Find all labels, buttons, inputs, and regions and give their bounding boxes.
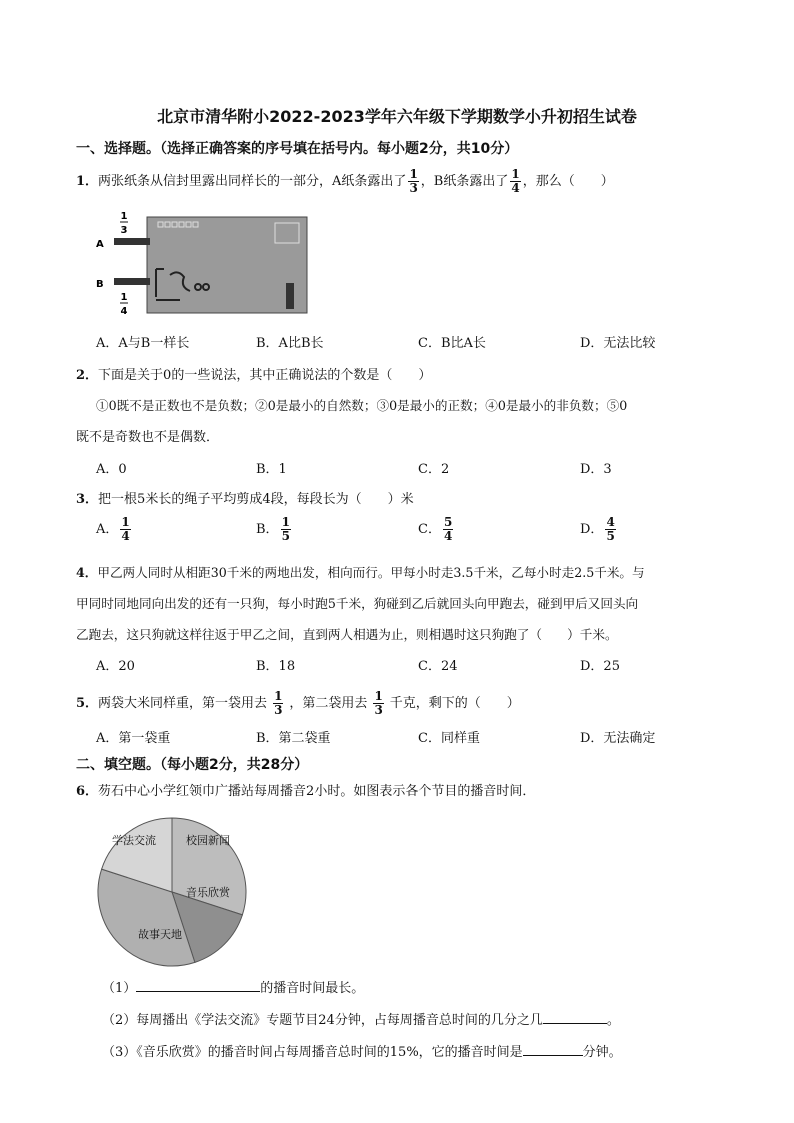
fraction-bottom-numerator: 1 [120, 292, 128, 303]
option-label: B． [256, 522, 279, 537]
q1-option-d: D．无法比较 [580, 336, 656, 351]
q2-option-b: B．1 [256, 462, 287, 477]
fraction-top-denominator: 3 [120, 225, 128, 236]
sub-question-text: 分钟。 [582, 1045, 622, 1060]
question-3 [76, 488, 414, 507]
q3-option-b [256, 516, 293, 543]
fraction [408, 168, 418, 195]
envelope-figure-svg [90, 205, 320, 320]
numerator: 1 [511, 167, 520, 181]
numerator: 4 [606, 515, 615, 529]
numerator: 1 [274, 689, 283, 703]
numerator: 1 [374, 689, 383, 703]
q3-option-d [580, 516, 618, 543]
sub-question-label: （1） [102, 981, 137, 996]
pie-slice-label: 校园新闻 [186, 834, 230, 847]
answer-blank[interactable] [543, 1011, 607, 1024]
q5-option-d: D．无法确定 [580, 731, 656, 746]
denominator: 4 [121, 529, 130, 543]
question-6 [76, 780, 535, 799]
q4-option-a: A．20 [96, 659, 135, 674]
question-text: ，那么（ ） [522, 174, 614, 189]
q5-option-b: B．第二袋重 [256, 731, 331, 746]
question-number: 6． [76, 784, 99, 799]
question-text: 两袋大米同样重，第一袋用去 [98, 696, 268, 711]
fraction [281, 516, 291, 543]
fraction-bottom-denominator: 4 [120, 306, 128, 317]
strip-a-label: A [96, 239, 104, 250]
question-text: 下面是关于0的一些说法，其中正确说法的个数是（ ） [98, 368, 432, 383]
numerator: 1 [281, 515, 290, 529]
question-text: 两张纸条从信封里露出同样长的一部分，A纸条露出了 [98, 174, 407, 189]
sub-question-text: 。 [606, 1013, 620, 1028]
q4-option-c: C．24 [418, 659, 458, 674]
section1-heading: 一、选择题。（选择正确答案的序号填在括号内。每小题2分，共10分） [76, 141, 519, 157]
option-label: C． [418, 522, 441, 537]
envelope-barcode [286, 283, 294, 309]
question-text: 把一根5米长的绳子平均剪成4段，每段长为（ ）米 [98, 492, 414, 507]
fraction-top-numerator: 1 [120, 211, 128, 222]
sub-question-text: 的播音时间最长。 [260, 981, 365, 996]
answer-blank[interactable] [136, 979, 260, 992]
q3-option-a [96, 516, 133, 543]
denominator: 4 [443, 529, 453, 543]
question-text: 甲乙两人同时从相距30千米的两地出发，相向而行。甲每小时走3.5千米，乙每小时走2.5千米。与 [97, 565, 645, 580]
q3-option-c [418, 516, 455, 543]
pie-chart [90, 814, 260, 969]
option-label: D． [580, 522, 604, 537]
q4-option-d: D．25 [580, 659, 620, 674]
section2-heading: 二、填空题。（每小题2分，共28分） [76, 757, 309, 773]
strip-b [114, 278, 150, 285]
strip-a [114, 238, 150, 245]
fraction [373, 690, 383, 717]
fraction [510, 168, 520, 195]
q1-option-a: A．A与B一样长 [96, 336, 190, 351]
q1-option-b: B．A比B长 [256, 336, 324, 351]
q2-statements-line2: 既不是奇数也不是偶数． [76, 430, 220, 445]
denominator: 5 [606, 529, 615, 543]
fraction [120, 516, 130, 543]
question-number: 1． [76, 174, 99, 189]
question-text: ，B纸条露出了 [420, 174, 509, 189]
question-text: 千克，剩下的（ ） [389, 696, 520, 711]
sub-question-text: （3）《音乐欣赏》的播音时间占每周播音总时间的15%，它的播音时间是 [102, 1045, 523, 1060]
pie-slice-label: 音乐欣赏 [186, 886, 230, 899]
numerator: 1 [121, 515, 130, 529]
q2-option-d: D．3 [580, 462, 612, 477]
denominator: 3 [409, 181, 418, 195]
strip-b-label: B [96, 279, 104, 290]
q2-option-c: C．2 [418, 462, 450, 477]
pie-slice-label: 故事天地 [138, 928, 182, 941]
sub-question-text: （2）每周播出《学法交流》专题节目24分钟，占每周播音总时间的几分之几 [102, 1013, 543, 1028]
pie-slice-label: 学法交流 [112, 834, 156, 847]
denominator: 3 [274, 703, 283, 717]
numerator: 5 [443, 515, 453, 529]
q5-option-a: A．第一袋重 [96, 731, 171, 746]
denominator: 5 [281, 529, 290, 543]
question-number: 2． [76, 368, 99, 383]
q6-sub3 [102, 1041, 622, 1060]
question-2 [76, 364, 431, 383]
fraction [605, 516, 615, 543]
question-text: 芴石中心小学红领巾广播站每周播音2小时。如图表示各个节目的播音时间． [98, 784, 536, 799]
numerator: 1 [409, 167, 418, 181]
question-5 [76, 690, 520, 717]
q6-sub2 [102, 1009, 620, 1028]
q2-statements-line1: ①0既不是正数也不是负数；②0是最小的自然数；③0是最小的正数；④0是最小的非负数；⑤0 [96, 398, 628, 413]
envelope-body [147, 217, 307, 313]
question-4-line3: 乙跑去，这只狗就这样往返于甲乙之间，直到两人相遇为止，则相遇时这只狗跑了（ ）千米。 [76, 627, 618, 642]
q2-option-a: A．0 [96, 462, 127, 477]
answer-blank[interactable] [523, 1043, 583, 1056]
envelope-figure [90, 205, 320, 320]
q5-option-c: C．同样重 [418, 731, 480, 746]
denominator: 4 [511, 181, 520, 195]
question-number: 4． [76, 565, 98, 580]
option-label: A． [96, 522, 119, 537]
question-number: 3． [76, 492, 99, 507]
question-text: ，第二袋用去 [289, 696, 368, 711]
question-1 [76, 168, 614, 195]
q4-option-b: B．18 [256, 659, 296, 674]
denominator: 3 [374, 703, 383, 717]
pie-chart-svg [90, 814, 260, 969]
fraction [443, 516, 453, 543]
q1-option-c: C．B比A长 [418, 336, 486, 351]
question-number: 5． [76, 696, 99, 711]
q6-sub1 [102, 977, 364, 996]
fraction [273, 690, 283, 717]
question-4-line2: 甲同时同地同向出发的还有一只狗，每小时跑5千米，狗碰到乙后就回头向甲跑去，碰到甲后又回头向 [76, 596, 639, 611]
page-title: 北京市清华附小2022-2023学年六年级下学期数学小升初招生试卷 [157, 107, 637, 126]
question-4-line1 [76, 562, 645, 581]
